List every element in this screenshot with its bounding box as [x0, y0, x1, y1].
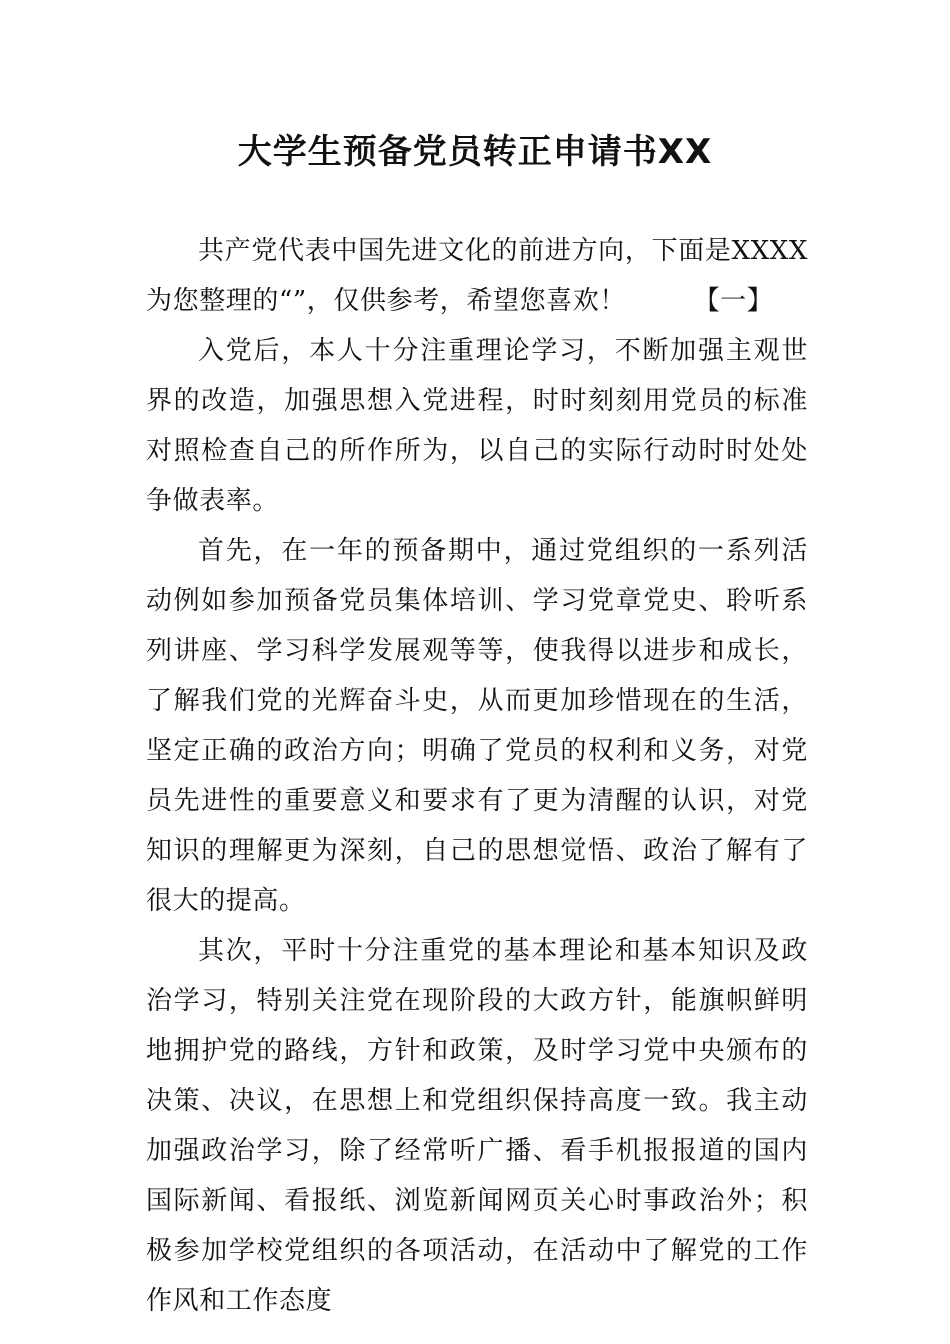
paragraph-second: 其次，平时十分注重党的基本理论和基本知识及政治学习，特别关注党在现阶段的大政方针，能旗帜鲜明地拥护党的路线，方针和政策，及时学习党中央颁布的决策、决议，在思想上和党组织保持高度一致。我主动加强政治学习，除了经常听广播、看手机报报道的国内国际新闻、看报纸、浏览新闻网页关心时事政治外；积极参加学校党组织的各项活动，在活动中了解党的工作作风和工作态度 [146, 936, 808, 1316]
paragraph-first: 首先，在一年的预备期中，通过党组织的一系列活动例如参加预备党员集体培训、学习党章党史、聆听系列讲座、学习科学发展观等等，使我得以进步和成长，了解我们党的光辉奋斗史，从而更加珍惜现在的生活，坚定正确的政治方向；明确了党员的权利和义务，对党员先进性的重要意义和要求有了更为清醒的认识，对党知识的理解更为深刻，自己的思想觉悟、政治了解有了很大的提高。 [146, 536, 808, 916]
paragraph-intro-text: 共产党代表中国先进文化的前进方向，下面是XXXX为您整理的“”，仅供参考，希望您喜欢！ [146, 236, 808, 316]
document-body [146, 226, 808, 1326]
document-title: 大学生预备党员转正申请书XX [237, 132, 713, 172]
paragraph-joining-party: 入党后，本人十分注重理论学习，不断加强主观世界的改造，加强思想入党进程，时时刻刻用党员的标准对照检查自己的所作所为，以自己的实际行动时时处处争做表率。 [146, 336, 808, 516]
paragraph-intro [146, 226, 808, 326]
section-marker: 【一】 [693, 286, 774, 316]
